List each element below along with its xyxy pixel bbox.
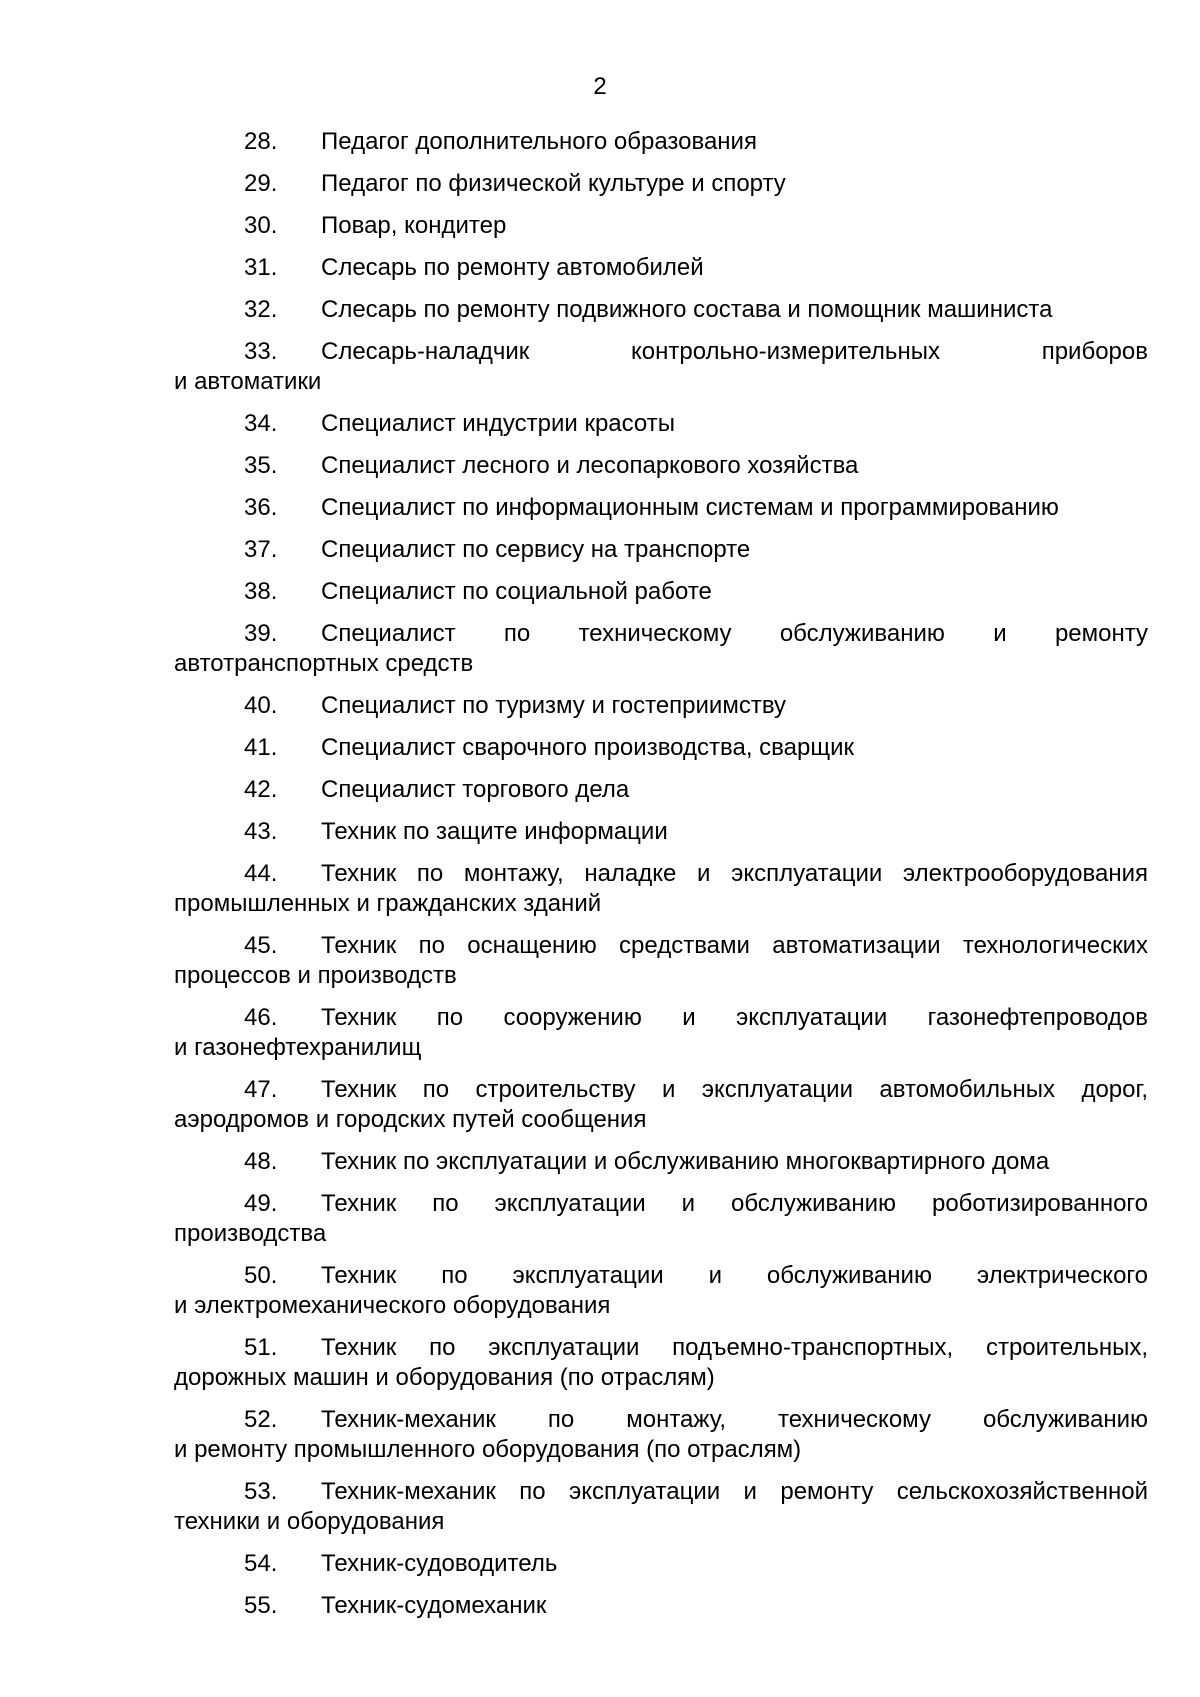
list-item [174, 1189, 1148, 1249]
list-item [174, 931, 1148, 991]
list-item [174, 577, 1148, 607]
list-item [174, 1591, 1148, 1621]
list-item [174, 169, 1148, 199]
list-item-number: 38. [244, 578, 278, 605]
list-item [174, 337, 1148, 397]
list-item-continuation: и газонефтехранилищ [174, 1034, 422, 1061]
list-item-text: Техник по эксплуатации и обслуживанию электрического [321, 1262, 1148, 1289]
list-item-text: Техник-судомеханик [321, 1592, 547, 1619]
list-item-number: 34. [244, 410, 278, 437]
list-item [174, 127, 1148, 157]
list-item [174, 409, 1148, 439]
list-item-number: 47. [244, 1076, 278, 1103]
list-item [174, 1477, 1148, 1537]
list-item-number: 41. [244, 734, 278, 761]
list-item-number: 39. [244, 620, 278, 647]
list-item-text: Техник по эксплуатации и обслуживанию многоквартирного дома [321, 1148, 1050, 1175]
list-item-text: Специалист по сервису на транспорте [321, 536, 751, 563]
list-item [174, 733, 1148, 763]
list-item-text: Специалист по социальной работе [321, 578, 712, 605]
list-item [174, 295, 1148, 325]
list-item-number: 55. [244, 1592, 278, 1619]
list-item-number: 37. [244, 536, 278, 563]
list-item-text: Техник по эксплуатации подъемно-транспортных, строительных, [321, 1334, 1148, 1361]
list-item-first-line [174, 1405, 1148, 1435]
list-item-first-line [174, 1261, 1148, 1291]
list-item-text: Специалист лесного и лесопаркового хозяйства [321, 452, 859, 479]
list-item-number: 44. [244, 860, 278, 887]
list-item-number: 51. [244, 1334, 278, 1361]
list-item-text: Техник по оснащению средствами автоматизации технологических [321, 932, 1148, 959]
list-item-text: Специалист по туризму и гостеприимству [321, 692, 787, 719]
list-item-text: Техник по монтажу, наладке и эксплуатации электрооборудования [321, 860, 1148, 887]
list-item [174, 1003, 1148, 1063]
list-item-number: 30. [244, 212, 278, 239]
list-item-number: 53. [244, 1478, 278, 1505]
list-item-text: Слесарь по ремонту подвижного состава и помощник машиниста [321, 296, 1053, 323]
list-item [174, 859, 1148, 919]
list-item-text: Слесарь по ремонту автомобилей [321, 254, 704, 281]
list-item-first-line [174, 1003, 1148, 1033]
list-item-text: Техник-механик по монтажу, техническому обслуживанию [321, 1406, 1148, 1433]
list-item-number: 54. [244, 1550, 278, 1577]
list-item-number: 35. [244, 452, 278, 479]
list-item-text: Слесарь-наладчик контрольно-измерительных приборов [321, 338, 1148, 365]
list-item [174, 1549, 1148, 1579]
list-item [174, 1405, 1148, 1465]
list-item-number: 40. [244, 692, 278, 719]
list-item-first-line [174, 1189, 1148, 1219]
list-item-text: Специалист по техническому обслуживанию и ремонту [321, 620, 1148, 647]
list-item-text: Техник-судоводитель [321, 1550, 558, 1577]
list-item-number: 43. [244, 818, 278, 845]
list-item-continuation: производства [174, 1220, 327, 1247]
list-item-first-line [174, 1477, 1148, 1507]
list-item [174, 619, 1148, 679]
list-item-continuation: и электромеханического оборудования [174, 1292, 611, 1319]
list-item-number: 49. [244, 1190, 278, 1217]
list-item-first-line [174, 619, 1148, 649]
list-item [174, 1147, 1148, 1177]
list-item [174, 535, 1148, 565]
list-item-text: Специалист торгового дела [321, 776, 630, 803]
list-item-first-line [174, 337, 1148, 367]
list-item-continuation: и автоматики [174, 368, 322, 395]
list-item-continuation: и ремонту промышленного оборудования (по отраслям) [174, 1436, 802, 1463]
list-item-text: Специалист сварочного производства, сварщик [321, 734, 854, 761]
list-item-text: Техник-механик по эксплуатации и ремонту сельскохозяйственной [321, 1478, 1148, 1505]
list-item-text: Педагог по физической культуре и спорту [321, 170, 786, 197]
list-item-number: 45. [244, 932, 278, 959]
list-item [174, 253, 1148, 283]
list-item-text: Специалист индустрии красоты [321, 410, 675, 437]
list-item-text: Специалист по информационным системам и программированию [321, 494, 1059, 521]
list-item-continuation: процессов и производств [174, 962, 457, 989]
list-item [174, 1333, 1148, 1393]
list-item-continuation: аэродромов и городских путей сообщения [174, 1106, 647, 1133]
list-item-number: 32. [244, 296, 278, 323]
list-item-number: 36. [244, 494, 278, 521]
list-item [174, 817, 1148, 847]
list-item-first-line [174, 1075, 1148, 1105]
list-item-number: 29. [244, 170, 278, 197]
list-item-continuation: автотранспортных средств [174, 650, 474, 677]
list-item-text: Педагог дополнительного образования [321, 128, 757, 155]
list-item-text: Повар, кондитер [321, 212, 507, 239]
list-item [174, 1261, 1148, 1321]
list-item-number: 31. [244, 254, 278, 281]
list-item [174, 691, 1148, 721]
list-item-number: 33. [244, 338, 278, 365]
list-item-first-line [174, 931, 1148, 961]
list-item-text: Техник по эксплуатации и обслуживанию роботизированного [321, 1190, 1148, 1217]
profession-list [174, 127, 1148, 1633]
list-item-continuation: промышленных и гражданских зданий [174, 890, 602, 917]
list-item-number: 50. [244, 1262, 278, 1289]
list-item-text: Техник по сооружению и эксплуатации газонефтепроводов [321, 1004, 1148, 1031]
page-number: 2 [593, 73, 607, 100]
list-item-number: 52. [244, 1406, 278, 1433]
list-item [174, 451, 1148, 481]
list-item [174, 775, 1148, 805]
list-item-first-line [174, 1333, 1148, 1363]
list-item [174, 493, 1148, 523]
list-item-number: 28. [244, 128, 278, 155]
list-item-first-line [174, 859, 1148, 889]
list-item-continuation: дорожных машин и оборудования (по отраслям) [174, 1364, 715, 1391]
list-item-text: Техник по защите информации [321, 818, 668, 845]
list-item-number: 48. [244, 1148, 278, 1175]
list-item-number: 42. [244, 776, 278, 803]
list-item [174, 211, 1148, 241]
list-item-text: Техник по строительству и эксплуатации автомобильных дорог, [321, 1076, 1148, 1103]
list-item-number: 46. [244, 1004, 278, 1031]
list-item [174, 1075, 1148, 1135]
list-item-continuation: техники и оборудования [174, 1508, 445, 1535]
